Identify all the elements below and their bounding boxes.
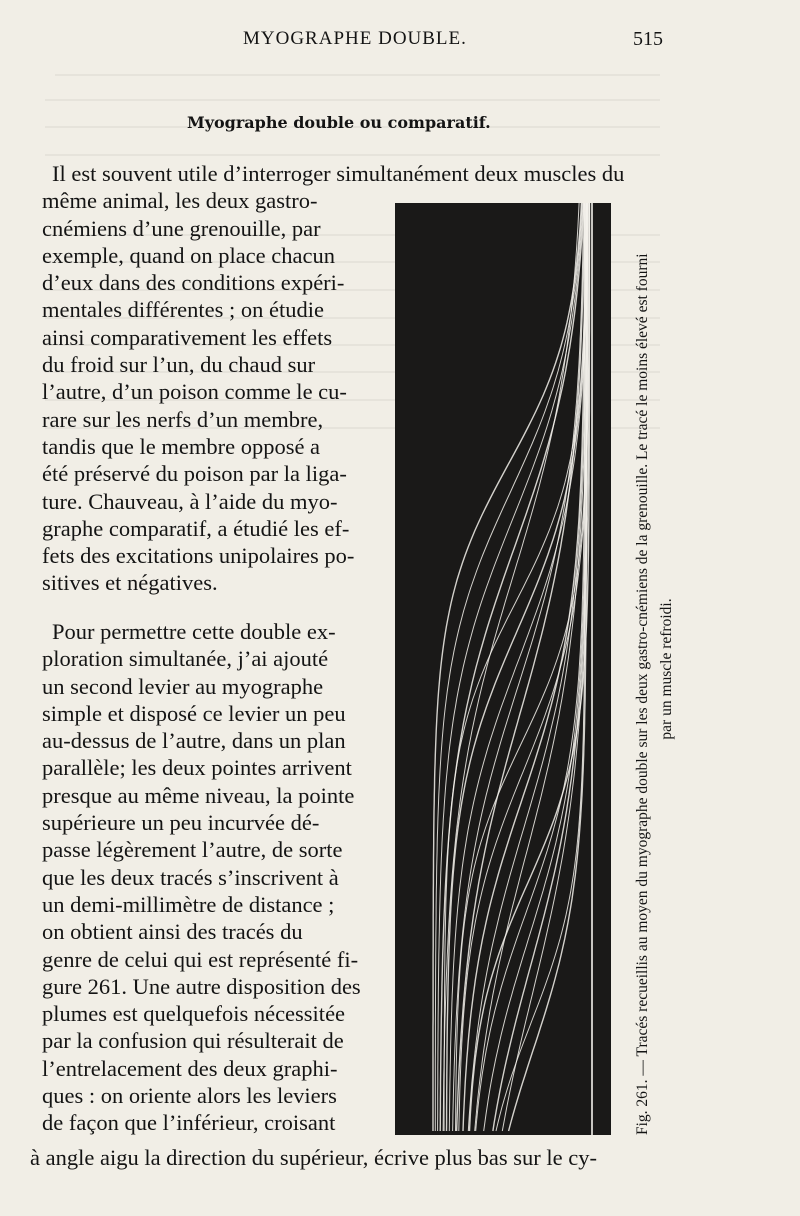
text-line: mentales différentes ; on étudie <box>42 297 324 323</box>
text-line: gure 261. Une autre disposition des <box>42 973 361 999</box>
text-line: on obtient ainsi des tracés du <box>42 919 303 945</box>
text-line: Pour permettre cette double ex- <box>52 619 336 644</box>
text-line: fets des excitations unipolaires po- <box>42 543 355 569</box>
text-line: ainsi comparativement les effets <box>42 324 333 350</box>
text-line: par la confusion qui résulterait de <box>42 1028 344 1054</box>
text-line: été préservé du poison par la liga- <box>42 461 347 487</box>
text-line: genre de celui qui est représenté fi- <box>42 946 359 972</box>
muscle-trace <box>496 203 585 1131</box>
text-line: ture. Chauveau, à l’aide du myo- <box>42 488 338 514</box>
muscle-trace <box>509 203 587 1131</box>
text-line: ques : on oriente alors les leviers <box>42 1083 337 1109</box>
caption-line-2: par un muscle refroidi. <box>658 598 675 740</box>
text-line: rare sur les nerfs d’un membre, <box>42 406 324 432</box>
text-line: un demi-millimètre de distance ; <box>42 891 335 917</box>
text-line: un second levier au myographe <box>42 673 324 699</box>
caption-rotated <box>631 203 691 1135</box>
text-line: l’entrelacement des deux graphi- <box>42 1055 338 1081</box>
figure-261 <box>395 203 611 1135</box>
page-number: 515 <box>633 28 663 50</box>
paragraph-2 <box>42 618 362 1137</box>
text-line: graphe comparatif, a étudié les ef- <box>42 515 350 541</box>
last-line: à angle aigu la direction du supérieur, écrive plus bas sur le cy- <box>30 1145 598 1170</box>
muscle-trace <box>447 203 588 1131</box>
muscle-trace <box>493 203 588 1131</box>
text-line: presque au même niveau, la pointe <box>42 782 355 808</box>
text-line: cnémiens d’une grenouille, par <box>42 215 321 241</box>
caption-line-1: Fig. 261. — Tracés recueillis au moyen du myographe double sur les deux gastro-cnémiens de la grenouille. Le tracé le moins élevé est fourni <box>634 253 651 1135</box>
text-line: exemple, quand on place chacun <box>42 242 335 268</box>
text-line: l’autre, d’un poison comme le cu- <box>42 379 347 405</box>
text-line: du froid sur l’un, du chaud sur <box>42 352 316 378</box>
text-line: tandis que le membre opposé a <box>42 433 321 459</box>
figure-caption <box>631 203 691 1135</box>
text-line: d’eux dans des conditions expéri- <box>42 270 345 296</box>
text-line: sitives et négatives. <box>42 570 218 596</box>
running-head-title: MYOGRAPHE DOUBLE. <box>243 28 467 49</box>
text-line: Il est souvent utile d’interroger simultanément deux muscles du <box>52 161 625 186</box>
text-line: simple et disposé ce levier un peu <box>42 700 346 726</box>
muscle-trace <box>502 203 589 1131</box>
text-line: même animal, les deux gastro- <box>42 188 318 214</box>
muscle-trace <box>438 203 583 1131</box>
text-line: que les deux tracés s’inscrivent à <box>42 864 339 890</box>
myograph-traces <box>395 203 611 1135</box>
text-line: au-dessus de l’autre, dans un plan <box>42 728 346 754</box>
section-title: Myographe double ou comparatif. <box>187 113 491 132</box>
text-line: supérieure un peu incurvée dé- <box>42 810 320 836</box>
muscle-trace <box>433 203 581 1131</box>
running-head <box>0 28 800 52</box>
text-line: passe légèrement l’autre, de sorte <box>42 837 343 863</box>
text-line: ploration simultanée, j’ai ajouté <box>42 646 329 672</box>
text-line: de façon que l’inférieur, croisant <box>42 1110 336 1136</box>
text-line: plumes est quelquefois nécessitée <box>42 1001 346 1027</box>
muscle-trace <box>470 203 590 1131</box>
text-line: parallèle; les deux pointes arrivent <box>42 755 352 781</box>
